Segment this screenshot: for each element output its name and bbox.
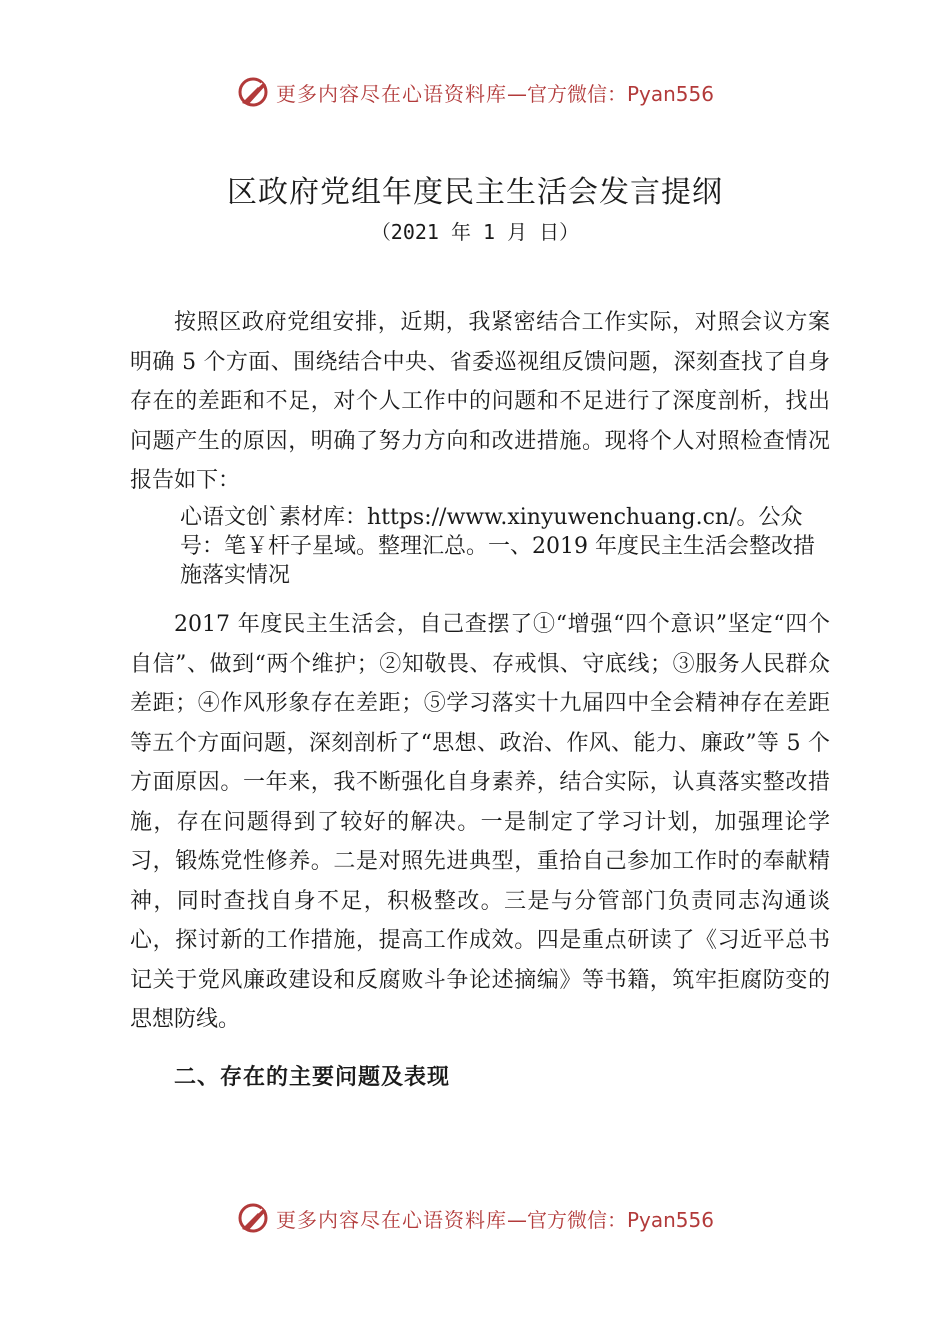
header-watermark-banner (0, 70, 950, 114)
document-date: （2021 年 1 月 日） (370, 220, 580, 244)
source-note: 心语文创`素材库：https://www.xinyuwenchuang.cn/。公众号：笔￥杆子星域。整理汇总。一、2019 年度民主生活会整改措施落实情况 (180, 505, 815, 588)
official-wechat-text: —官方微信：Pyan556 (506, 81, 714, 106)
quill-pen-logo-icon (236, 75, 270, 109)
footer-watermark-banner (0, 1196, 950, 1240)
intro-paragraph: 按照区政府党组安排，近期，我紧密结合工作实际，对照会议方案明确 5 个方面、围绕结合中央、省委巡视组反馈问题，深刻查找了自身存在的差距和不足，对个人工作中的问题和不足进行了深度剖析，找出问题产生的原因，明确了努力方向和改进措施。现将个人对照检查情况报告如下： (130, 310, 830, 493)
section-heading: 二、存在的主要问题及表现 (174, 1065, 451, 1090)
document-title: 区政府党组年度民主生活会发言提纲 (227, 175, 723, 210)
quill-pen-logo-icon (236, 1201, 270, 1235)
official-wechat-text: —官方微信：Pyan556 (506, 1207, 714, 1232)
brand-text: 更多内容尽在心语资料库 (275, 1207, 507, 1232)
body-paragraph: 2017 年度民主生活会，自己查摆了①“增强“四个意识”坚定“四个自信”、做到“两个维护；②知敬畏、存戒惧、守底线；③服务人民群众差距；④作风形象存在差距；⑤学习落实十九届四中全会精神存在差距等五个方面问题，深刻剖析了“思想、政治、作风、能力、廉政”等 5 个方面原因。一年来，我不断强化自身素养，结合实际，认真落实整改措施，存在问题得到了较好的解决。一是制定了学习计划，加强理论学习，锻炼党性修养。二是对照先进典型，重拾自己参加工作时的奉献精神，同时查找自身不足，积极整改。三是与分管部门负责同志沟通谈心，探讨新的工作措施，提高工作成效。四是重点研读了《习近平总书记关于党风廉政建设和反腐败斗争论述摘编》等书籍，筑牢拒腐防变的思想防线。 (130, 612, 830, 1032)
brand-text: 更多内容尽在心语资料库 (275, 81, 507, 106)
